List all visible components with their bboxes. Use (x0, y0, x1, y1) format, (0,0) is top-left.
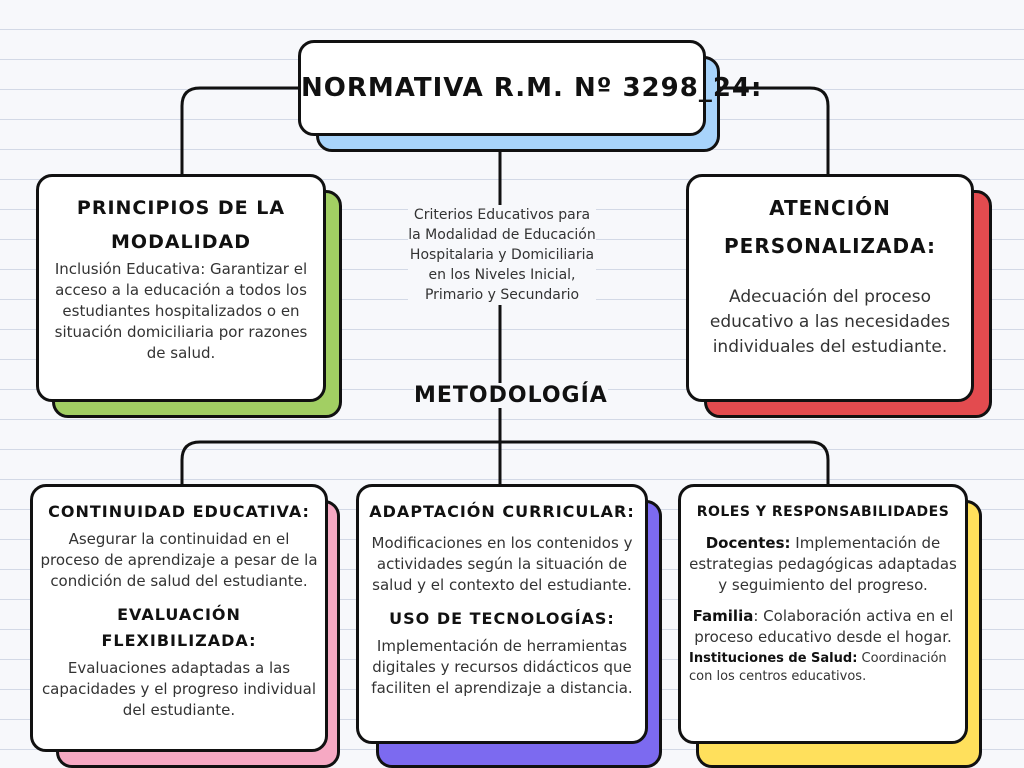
continuidad-card (30, 484, 328, 752)
adaptacion-card (356, 484, 648, 744)
roles-instituciones (689, 650, 957, 686)
roles-familia (689, 606, 957, 648)
roles-card (678, 484, 968, 744)
atencion-card (686, 174, 974, 402)
roles-docentes (689, 533, 957, 596)
instituciones-text: Coordinación con los centros educativos. (689, 651, 947, 684)
adaptacion-body: Modificaciones en los contenidos y actividades según la situación de salud y el contexto del estudiante. (371, 534, 633, 594)
docentes-label: Docentes: (705, 534, 791, 552)
evaluacion-body: Evaluaciones adaptadas a las capacidades y el progreso individual del estudiante. (41, 659, 317, 719)
docentes-text: Implementación de estrategias pedagógicas adaptadas y seguimiento del progreso. (689, 534, 957, 594)
center-description: Criterios Educativos para la Modalidad de Educación Hospitalaria y Domiciliaria en los Niveles Inicial, Primario y Secundario (408, 207, 596, 303)
tecnologias-body: Implementación de herramientas digitales y recursos didácticos que faciliten el aprendizaje a distancia. (371, 637, 633, 697)
title-text: NORMATIVA R.M. Nº 3298_24: (301, 73, 763, 103)
tecnologias-heading: USO DE TECNOLOGÍAS: (389, 609, 615, 628)
continuidad-heading: CONTINUIDAD EDUCATIVA: (48, 502, 310, 521)
atencion-heading: ATENCIÓN PERSONALIZADA: (724, 196, 936, 258)
metodologia-heading: METODOLOGÍA (414, 383, 608, 408)
adaptacion-heading: ADAPTACIÓN CURRICULAR: (369, 502, 635, 521)
evaluacion-heading: EVALUACIÓN FLEXIBILIZADA: (101, 605, 257, 650)
title-box (298, 40, 763, 136)
instituciones-label: Instituciones de Salud: (689, 651, 858, 666)
continuidad-body: Asegurar la continuidad en el proceso de aprendizaje a pesar de la condición de salud del estudiante. (40, 530, 318, 590)
roles-heading: ROLES Y RESPONSABILIDADES (696, 504, 950, 520)
atencion-body: Adecuación del proceso educativo a las necesidades individuales del estudiante. (709, 287, 951, 357)
principios-card (36, 174, 326, 402)
familia-text: : Colaboración activa en el proceso educativo desde el hogar. (694, 607, 954, 646)
principios-heading: PRINCIPIOS DE LA MODALIDAD (76, 197, 286, 253)
principios-body: Inclusión Educativa: Garantizar el acceso a la educación a todos los estudiantes hospitalizados o en situación domiciliaria por razones de salud. (54, 260, 308, 362)
familia-label: Familia (692, 607, 754, 625)
